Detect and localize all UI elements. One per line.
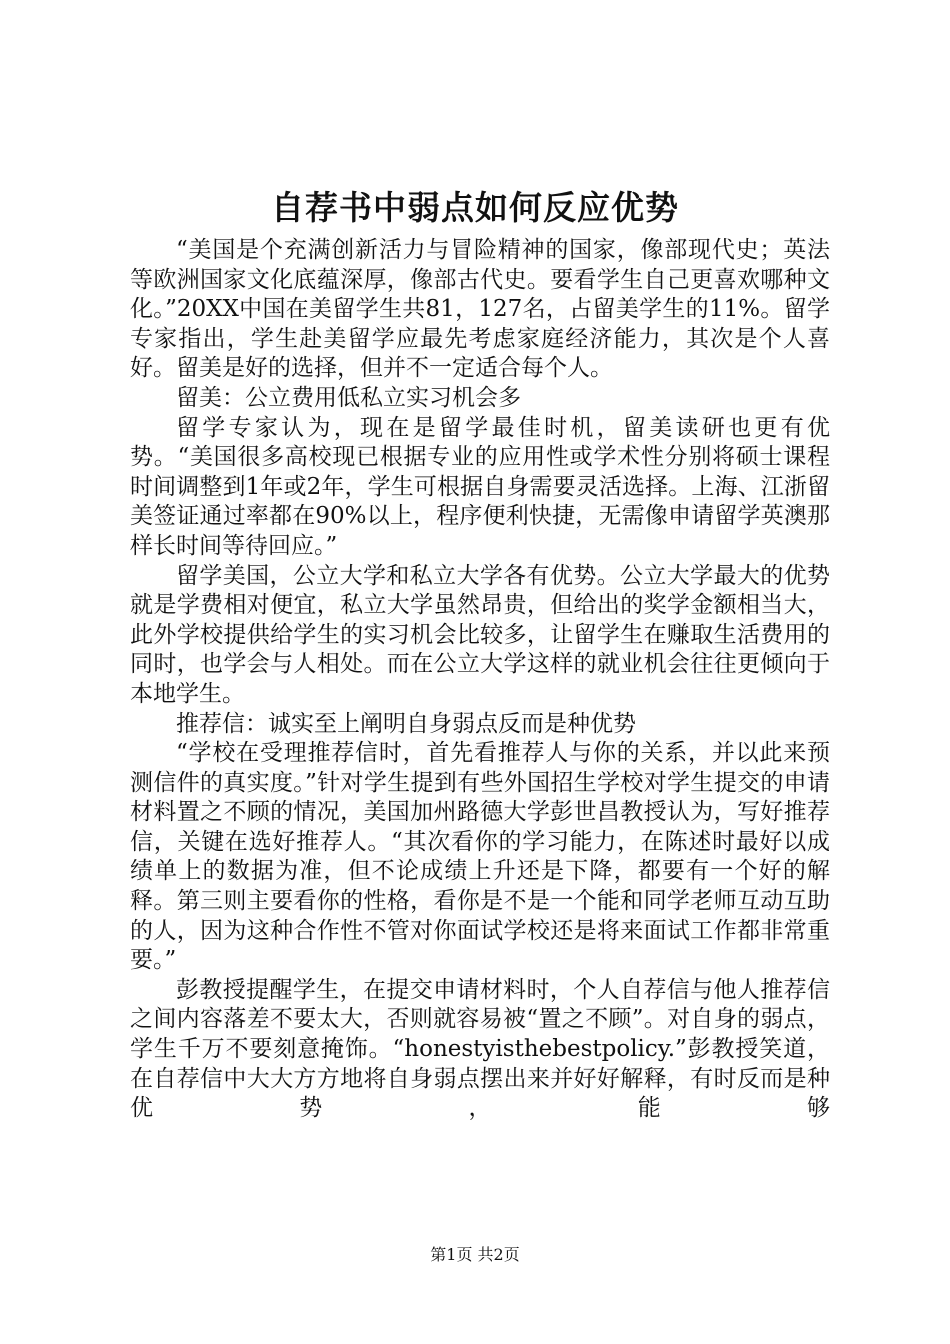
paragraph-expert-opinion: 留学专家认为，现在是留学最佳时机，留美读研也更有优势。“美国很多高校现已根据专业的应用性或学术性分别将硕士课程时间调整到1年或2年，学生可根据自身需要灵活选择。上海、江浙留美签证通过率都在90%以上，程序便利快捷，无需像申请留学英澳那样长时间等待回应。” <box>130 414 830 559</box>
document-body <box>130 236 830 1124</box>
page-number-footer: 第1页 共2页 <box>430 1245 520 1264</box>
paragraph-recommendation-criteria: “学校在受理推荐信时，首先看推荐人与你的关系，并以此来预测信件的真实度。”针对学生提到有些外国招生学校对学生提交的申请材料置之不顾的情况，美国加州路德大学彭世昌教授认为，写好推荐信，关键在选好推荐人。“其次看你的学习能力，在陈述时最好以成绩单上的数据为准，但不论成绩上升还是下降，都要有一个好的解释。第三则主要看你的性格，看你是不是一个能和同学老师互动互助的人，因为这种合作性不管对你面试学校还是将来面试工作都非常重要。” <box>130 740 830 974</box>
paragraph-intro: “美国是个充满创新活力与冒险精神的国家，像部现代史；英法等欧洲国家文化底蕴深厚，像部古代史。要看学生自己更喜欢哪种文化。”20XX中国在美留学生共81，127名，占留美学生的11%。留学专家指出，学生赴美留学应最先考虑家庭经济能力，其次是个人喜好。留美是好的选择，但并不一定适合每个人。 <box>130 237 830 382</box>
section-heading-recommendation-letter: 推荐信：诚实至上阐明自身弱点反而是种优势 <box>176 710 636 737</box>
document-title: 自荐书中弱点如何反应优势 <box>271 188 679 227</box>
paragraph-public-vs-private: 留学美国，公立大学和私立大学各有优势。公立大学最大的优势就是学费相对便宜，私立大学虽然昂贵，但给出的奖学金额相当大，此外学校提供给学生的实习机会比较多，让留学生在赚取生活费用的同时，也学会与人相处。而在公立大学这样的就业机会往往更倾向于本地学生。 <box>130 562 830 707</box>
section-heading-study-in-us: 留美：公立费用低私立实习机会多 <box>176 384 521 411</box>
paragraph-professor-advice: 彭教授提醒学生，在提交申请材料时，个人自荐信与他人推荐信之间内容落差不要太大，否则就容易被“置之不顾”。对自身的弱点，学生千万不要刻意掩饰。“honestyisthebestpolicy.”彭教授笑道，在自荐信中大大方方地将自身弱点摆出来并好好解释，有时反而是种优势，能够 <box>130 976 830 1122</box>
